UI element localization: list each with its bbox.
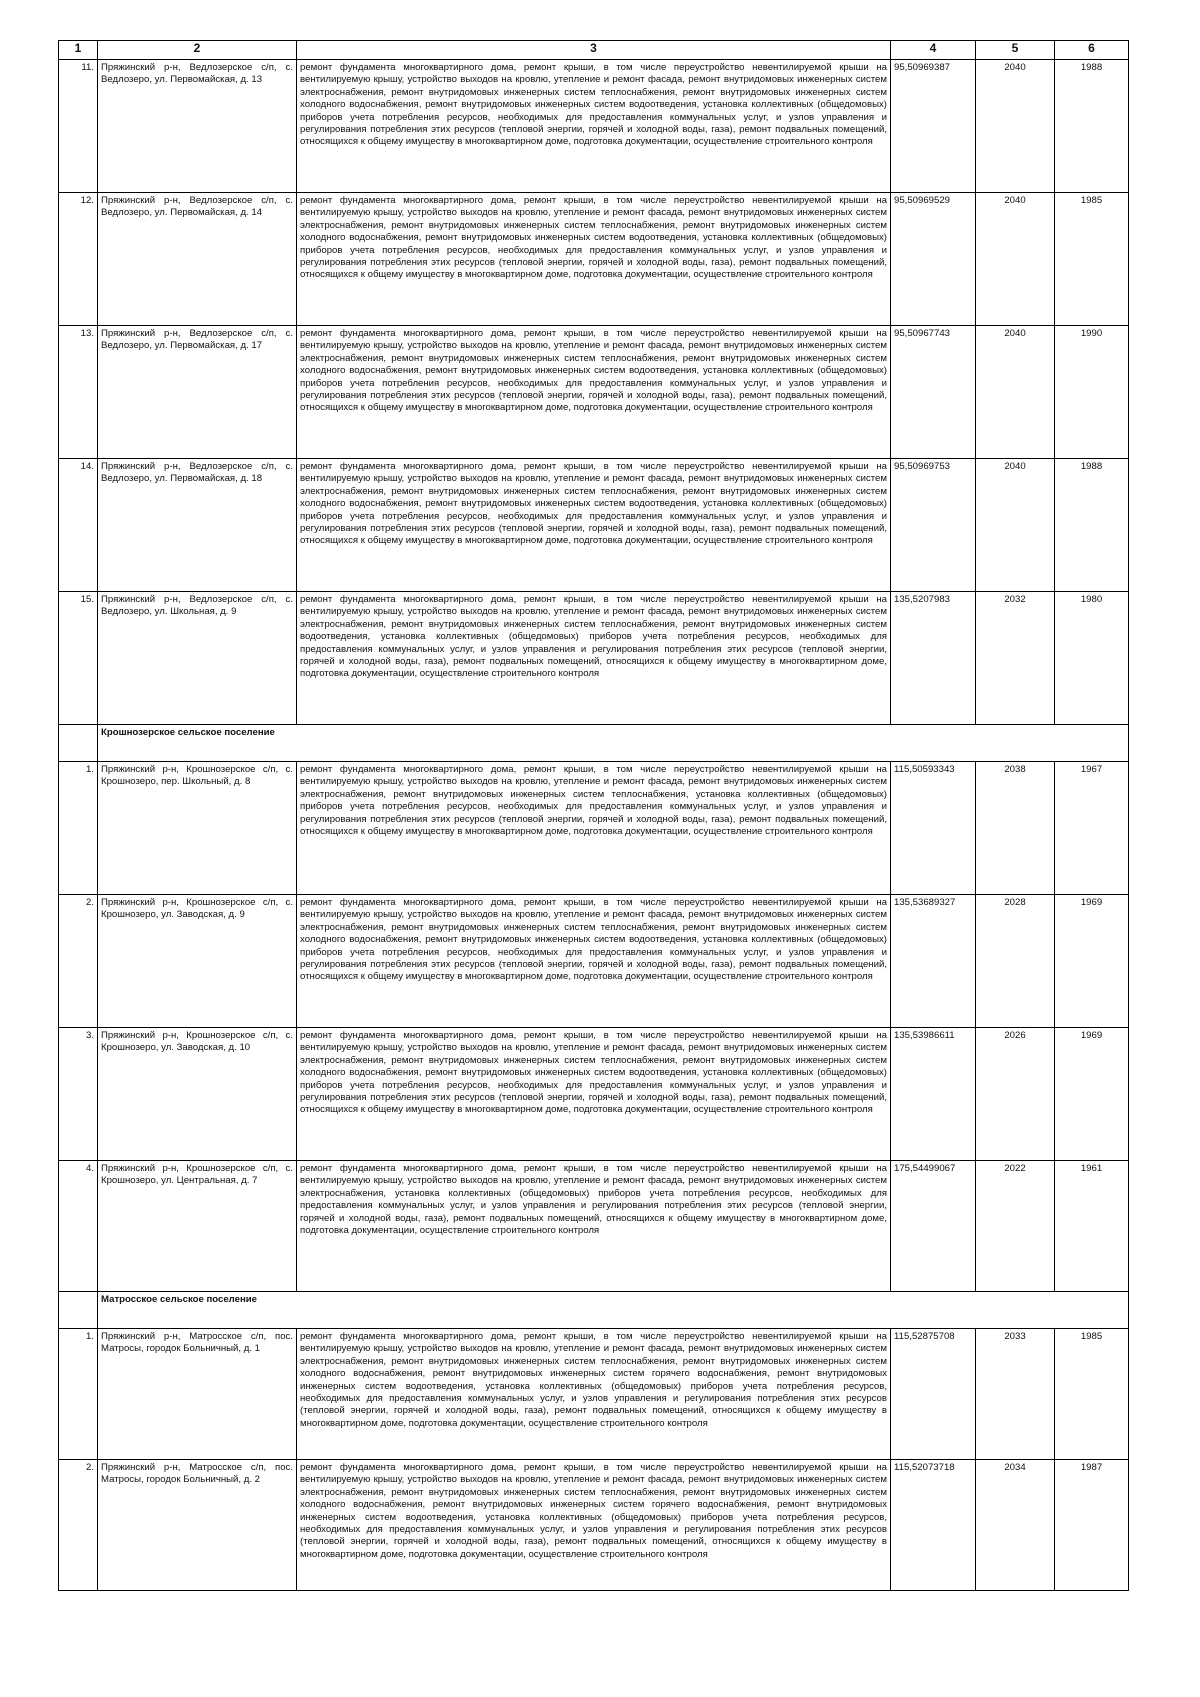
row-col6: 1961 (1055, 1161, 1129, 1292)
row-col5: 2032 (976, 592, 1055, 725)
section-title: Матросское сельское поселение (98, 1292, 1129, 1329)
row-address: Пряжинский р-н, Ведлозерское с/п, с. Ведлозеро, ул. Первомайская, д. 18 (98, 459, 297, 592)
row-number: 2. (59, 1460, 98, 1591)
row-col4: 135,53986611 (891, 1028, 976, 1161)
row-col4: 115,52875708 (891, 1329, 976, 1460)
row-col6: 1987 (1055, 1460, 1129, 1591)
header-col-6: 6 (1055, 41, 1129, 60)
row-works: ремонт фундамента многоквартирного дома, ремонт крыши, в том числе переустройство невентилируемой крыши на вентилируемую крышу, устройство выходов на кровлю, утепление и ремонт фасада, ремонт внутридомовых инженерных систем электроснабжения, ремонт внутридомовых инженерных систем теплоснабжения, ремонт внутридомовых инженерных систем холодного водоснабжения, ремонт внутридомовых инженерных систем водоотведения, установка коллективных (общедомовых) приборов учета потребления ресурсов, необходимых для предоставления коммунальных услуг, и узлов управления и регулирования потребления этих ресурсов (тепловой энергии, горячей и холодной воды, газа), ремонт подвальных помещений, относящихся к общему имуществу в многоквартирном доме, подготовка документации, осуществление строительного контроля (297, 326, 891, 459)
row-number: 1. (59, 1329, 98, 1460)
program-table (58, 40, 1129, 1591)
table-row (59, 1161, 1129, 1292)
row-number: 1. (59, 762, 98, 895)
header-col-5: 5 (976, 41, 1055, 60)
row-col4: 115,52073718 (891, 1460, 976, 1591)
table-row (59, 326, 1129, 459)
row-col6: 1988 (1055, 60, 1129, 193)
table-row (59, 1028, 1129, 1161)
row-col6: 1969 (1055, 895, 1129, 1028)
row-address: Пряжинский р-н, Ведлозерское с/п, с. Ведлозеро, ул. Школьная, д. 9 (98, 592, 297, 725)
header-col-2: 2 (98, 41, 297, 60)
row-address: Пряжинский р-н, Ведлозерское с/п, с. Ведлозеро, ул. Первомайская, д. 17 (98, 326, 297, 459)
row-works: ремонт фундамента многоквартирного дома, ремонт крыши, в том числе переустройство невентилируемой крыши на вентилируемую крышу, устройство выходов на кровлю, утепление и ремонт фасада, ремонт внутридомовых инженерных систем электроснабжения, ремонт внутридомовых инженерных систем теплоснабжения, ремонт внутридомовых инженерных систем холодного водоснабжения, ремонт внутридомовых инженерных систем водоотведения, установка коллективных (общедомовых) приборов учета потребления ресурсов, необходимых для предоставления коммунальных услуг, и узлов управления и регулирования потребления этих ресурсов (тепловой энергии, горячей и холодной воды, газа), ремонт подвальных помещений, относящихся к общему имуществу в многоквартирном доме, подготовка документации, осуществление строительного контроля (297, 895, 891, 1028)
row-col5: 2026 (976, 1028, 1055, 1161)
row-col6: 1980 (1055, 592, 1129, 725)
row-number: 4. (59, 1161, 98, 1292)
row-col4: 95,50967743 (891, 326, 976, 459)
row-address: Пряжинский р-н, Матросское с/п, пос. Матросы, городок Больничный, д. 2 (98, 1460, 297, 1591)
row-works: ремонт фундамента многоквартирного дома, ремонт крыши, в том числе переустройство невентилируемой крыши на вентилируемую крышу, устройство выходов на кровлю, утепление и ремонт фасада, ремонт внутридомовых инженерных систем электроснабжения, ремонт внутридомовых инженерных систем теплоснабжения, ремонт внутридомовых инженерных систем холодного водоснабжения, ремонт внутридомовых инженерных систем горячего водоснабжения, ремонт внутридомовых инженерных систем водоотведения, установка коллективных (общедомовых) приборов учета потребления ресурсов, необходимых для предоставления коммунальных услуг, и узлов управления и регулирования потребления этих ресурсов (тепловой энергии, горячей и холодной воды, газа), ремонт подвальных помещений, относящихся к общему имуществу в многоквартирном доме, подготовка документации, осуществление строительного контроля (297, 1460, 891, 1591)
row-col4: 95,50969753 (891, 459, 976, 592)
row-col5: 2040 (976, 326, 1055, 459)
row-col6: 1988 (1055, 459, 1129, 592)
row-number: 2. (59, 895, 98, 1028)
row-works: ремонт фундамента многоквартирного дома, ремонт крыши, в том числе переустройство невентилируемой крыши на вентилируемую крышу, устройство выходов на кровлю, утепление и ремонт фасада, ремонт внутридомовых инженерных систем электроснабжения, установка коллективных (общедомовых) приборов учета потребления ресурсов, необходимых для предоставления коммунальных услуг, и узлов управления и регулирования потребления этих ресурсов (тепловой энергии, горячей и холодной воды, газа), ремонт подвальных помещений, относящихся к общему имуществу в многоквартирном доме, подготовка документации, осуществление строительного контроля (297, 1161, 891, 1292)
row-number: 3. (59, 1028, 98, 1161)
row-col6: 1967 (1055, 762, 1129, 895)
table-row (59, 592, 1129, 725)
row-col6: 1990 (1055, 326, 1129, 459)
row-address: Пряжинский р-н, Крошнозерское с/п, с. Крошнозеро, ул. Центральная, д. 7 (98, 1161, 297, 1292)
table-row (59, 1329, 1129, 1460)
row-number: 15. (59, 592, 98, 725)
table-row (59, 193, 1129, 326)
row-col5: 2028 (976, 895, 1055, 1028)
header-col-4: 4 (891, 41, 976, 60)
row-number: 11. (59, 60, 98, 193)
table-row (59, 60, 1129, 193)
row-col5: 2040 (976, 459, 1055, 592)
row-col5: 2040 (976, 193, 1055, 326)
row-col5: 2034 (976, 1460, 1055, 1591)
row-col4: 135,5207983 (891, 592, 976, 725)
section-spacer (59, 1292, 98, 1329)
row-address: Пряжинский р-н, Крошнозерское с/п, с. Крошнозеро, ул. Заводская, д. 10 (98, 1028, 297, 1161)
section-row (59, 725, 1129, 762)
row-number: 14. (59, 459, 98, 592)
row-col5: 2022 (976, 1161, 1055, 1292)
row-col4: 95,50969529 (891, 193, 976, 326)
row-number: 12. (59, 193, 98, 326)
header-col-3: 3 (297, 41, 891, 60)
header-row (59, 41, 1129, 60)
row-address: Пряжинский р-н, Матросское с/п, пос. Матросы, городок Больничный, д. 1 (98, 1329, 297, 1460)
row-col6: 1969 (1055, 1028, 1129, 1161)
row-col4: 135,53689327 (891, 895, 976, 1028)
row-col4: 95,50969387 (891, 60, 976, 193)
row-number: 13. (59, 326, 98, 459)
table-row (59, 1460, 1129, 1591)
row-col5: 2038 (976, 762, 1055, 895)
row-works: ремонт фундамента многоквартирного дома, ремонт крыши, в том числе переустройство невентилируемой крыши на вентилируемую крышу, устройство выходов на кровлю, утепление и ремонт фасада, ремонт внутридомовых инженерных систем электроснабжения, ремонт внутридомовых инженерных систем теплоснабжения, ремонт внутридомовых инженерных систем водоотведения, установка коллективных (общедомовых) приборов учета потребления ресурсов, необходимых для предоставления коммунальных услуг, и узлов управления и регулирования потребления этих ресурсов (тепловой энергии, горячей и холодной воды, газа), ремонт подвальных помещений, относящихся к общему имуществу в многоквартирном доме, подготовка документации, осуществление строительного контроля (297, 592, 891, 725)
row-address: Пряжинский р-н, Крошнозерское с/п, с. Крошнозеро, пер. Школьный, д. 8 (98, 762, 297, 895)
row-col5: 2033 (976, 1329, 1055, 1460)
header-col-1: 1 (59, 41, 98, 60)
table-row (59, 895, 1129, 1028)
row-works: ремонт фундамента многоквартирного дома, ремонт крыши, в том числе переустройство невентилируемой крыши на вентилируемую крышу, устройство выходов на кровлю, утепление и ремонт фасада, ремонт внутридомовых инженерных систем электроснабжения, ремонт внутридомовых инженерных систем теплоснабжения, установка коллективных (общедомовых) приборов учета потребления ресурсов, необходимых для предоставления коммунальных услуг, и узлов управления и регулирования потребления этих ресурсов (тепловой энергии, горячей и холодной воды, газа), ремонт подвальных помещений, относящихся к общему имуществу в многоквартирном доме, подготовка документации, осуществление строительного контроля (297, 762, 891, 895)
row-works: ремонт фундамента многоквартирного дома, ремонт крыши, в том числе переустройство невентилируемой крыши на вентилируемую крышу, устройство выходов на кровлю, утепление и ремонт фасада, ремонт внутридомовых инженерных систем электроснабжения, ремонт внутридомовых инженерных систем теплоснабжения, ремонт внутридомовых инженерных систем холодного водоснабжения, ремонт внутридомовых инженерных систем водоотведения, установка коллективных (общедомовых) приборов учета потребления ресурсов, необходимых для предоставления коммунальных услуг, и узлов управления и регулирования потребления этих ресурсов (тепловой энергии, горячей и холодной воды, газа), ремонт подвальных помещений, относящихся к общему имуществу в многоквартирном доме, подготовка документации, осуществление строительного контроля (297, 1028, 891, 1161)
row-col6: 1985 (1055, 1329, 1129, 1460)
row-works: ремонт фундамента многоквартирного дома, ремонт крыши, в том числе переустройство невентилируемой крыши на вентилируемую крышу, устройство выходов на кровлю, утепление и ремонт фасада, ремонт внутридомовых инженерных систем электроснабжения, ремонт внутридомовых инженерных систем теплоснабжения, ремонт внутридомовых инженерных систем холодного водоснабжения, ремонт внутридомовых инженерных систем водоотведения, установка коллективных (общедомовых) приборов учета потребления ресурсов, необходимых для предоставления коммунальных услуг, и узлов управления и регулирования потребления этих ресурсов (тепловой энергии, горячей и холодной воды, газа), ремонт подвальных помещений, относящихся к общему имуществу в многоквартирном доме, подготовка документации, осуществление строительного контроля (297, 193, 891, 326)
row-works: ремонт фундамента многоквартирного дома, ремонт крыши, в том числе переустройство невентилируемой крыши на вентилируемую крышу, устройство выходов на кровлю, утепление и ремонт фасада, ремонт внутридомовых инженерных систем электроснабжения, ремонт внутридомовых инженерных систем теплоснабжения, ремонт внутридомовых инженерных систем холодного водоснабжения, ремонт внутридомовых инженерных систем горячего водоснабжения, ремонт внутридомовых инженерных систем водоотведения, установка коллективных (общедомовых) приборов учета потребления ресурсов, необходимых для предоставления коммунальных услуг, и узлов управления и регулирования потребления этих ресурсов (тепловой энергии, горячей и холодной воды, газа), ремонт подвальных помещений, относящихся к общему имуществу в многоквартирном доме, подготовка документации, осуществление строительного контроля (297, 1329, 891, 1460)
section-spacer (59, 725, 98, 762)
row-col6: 1985 (1055, 193, 1129, 326)
row-col4: 175,54499067 (891, 1161, 976, 1292)
table-row (59, 762, 1129, 895)
row-works: ремонт фундамента многоквартирного дома, ремонт крыши, в том числе переустройство невентилируемой крыши на вентилируемую крышу, устройство выходов на кровлю, утепление и ремонт фасада, ремонт внутридомовых инженерных систем электроснабжения, ремонт внутридомовых инженерных систем теплоснабжения, ремонт внутридомовых инженерных систем холодного водоснабжения, ремонт внутридомовых инженерных систем водоотведения, установка коллективных (общедомовых) приборов учета потребления ресурсов, необходимых для предоставления коммунальных услуг, и узлов управления и регулирования потребления этих ресурсов (тепловой энергии, горячей и холодной воды, газа), ремонт подвальных помещений, относящихся к общему имуществу в многоквартирном доме, подготовка документации, осуществление строительного контроля (297, 459, 891, 592)
row-col4: 115,50593343 (891, 762, 976, 895)
table-row (59, 459, 1129, 592)
row-address: Пряжинский р-н, Ведлозерское с/п, с. Ведлозеро, ул. Первомайская, д. 14 (98, 193, 297, 326)
section-title: Крошнозерское сельское поселение (98, 725, 1129, 762)
row-address: Пряжинский р-н, Крошнозерское с/п, с. Крошнозеро, ул. Заводская, д. 9 (98, 895, 297, 1028)
row-address: Пряжинский р-н, Ведлозерское с/п, с. Ведлозеро, ул. Первомайская, д. 13 (98, 60, 297, 193)
row-works: ремонт фундамента многоквартирного дома, ремонт крыши, в том числе переустройство невентилируемой крыши на вентилируемую крышу, устройство выходов на кровлю, утепление и ремонт фасада, ремонт внутридомовых инженерных систем электроснабжения, ремонт внутридомовых инженерных систем теплоснабжения, ремонт внутридомовых инженерных систем холодного водоснабжения, ремонт внутридомовых инженерных систем водоотведения, установка коллективных (общедомовых) приборов учета потребления ресурсов, необходимых для предоставления коммунальных услуг, и узлов управления и регулирования потребления этих ресурсов (тепловой энергии, горячей и холодной воды, газа), ремонт подвальных помещений, относящихся к общему имуществу в многоквартирном доме, подготовка документации, осуществление строительного контроля (297, 60, 891, 193)
section-row (59, 1292, 1129, 1329)
row-col5: 2040 (976, 60, 1055, 193)
